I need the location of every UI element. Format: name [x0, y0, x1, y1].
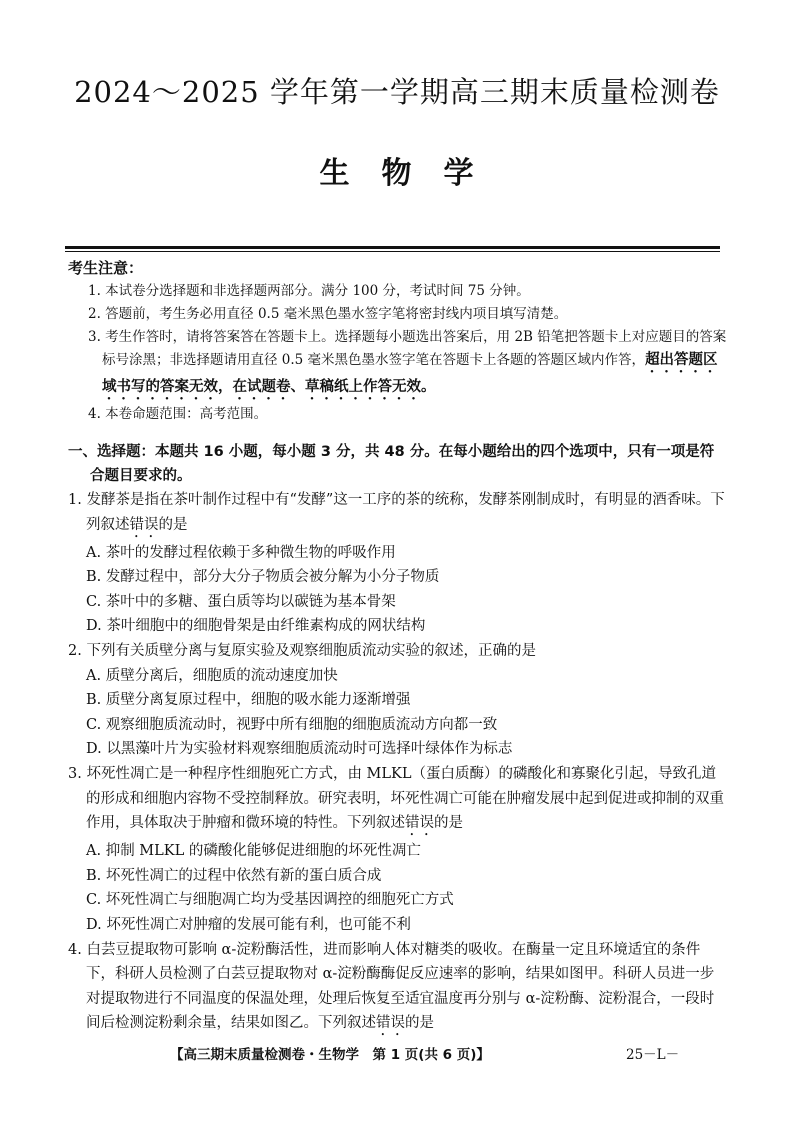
question-2 — [68, 639, 728, 762]
option-c: C. 观察细胞质流动时，视野中所有细胞的细胞质流动方向都一致 — [86, 716, 498, 733]
option-a: A. 抑制 MLKL 的磷酸化能够促进细胞的坏死性凋亡 — [86, 843, 421, 860]
emphasis-text: 错误 — [376, 1015, 405, 1032]
section-heading — [68, 440, 728, 488]
notice-heading: 考生注意： — [68, 259, 144, 277]
question-stem-end: 的是 — [158, 516, 188, 533]
option-d: D. 坏死性凋亡对肿瘤的发展可能有利，也可能不利 — [86, 916, 411, 933]
option-c: C. 茶叶中的多糖、蛋白质等均以碳链为基本骨架 — [86, 593, 396, 610]
question-4 — [68, 938, 728, 1040]
option-d: D. 以黑藻叶片为实验材料观察细胞质流动时可选择叶绿体作为标志 — [86, 741, 513, 758]
option-a: A. 茶叶的发酵过程依赖于多种微生物的呼吸作用 — [86, 544, 396, 561]
notice-item-4: 4. 本卷命题范围：高考范围。 — [88, 406, 268, 422]
option-b: B. 发酵过程中，部分大分子物质会被分解为小分子物质 — [86, 569, 440, 586]
question-stem-text: 4. 白芸豆提取物可影响 α-淀粉酶活性，进而影响人体对糖类的吸收。在酶量一定且环境适宜的条件下，科研人员检测了白芸豆提取物对 α-淀粉酶酶促反应速率的影响，结果如图甲。科研人员进一步对提取物进行不同温度的保温处理，处理后恢复至适宜温度再分别与 α-淀粉酶、淀粉混合，一段时间后检测淀粉剩余量，结果如图乙。下列叙述 — [68, 941, 715, 1032]
divider-thick — [65, 246, 720, 249]
footer-code: 25－L－ — [626, 1047, 680, 1063]
question-stem-end: 的是 — [434, 815, 463, 832]
question-3 — [68, 762, 728, 938]
section-heading-line1: 一、选择题：本题共 16 小题，每小题 3 分，共 48 分。在每小题给出的四个选项中，只有一项是符 — [68, 444, 715, 460]
question-stem-text: 3. 坏死性凋亡是一种程序性细胞死亡方式，由 MLKL（蛋白质酶）的磷酸化和寡聚化引起，导致孔道的形成和细胞内容物不受控制释放。研究表明，坏死性凋亡可能在肿瘤发展中起到促进或抑制的双重作用，具体取决于肿瘤和微环境的特性。下列叙述 — [68, 765, 724, 832]
emphasis-text: 错误 — [405, 815, 434, 832]
question-stem: 2. 下列有关质壁分离与复原实验及观察细胞质流动实验的叙述，正确的是 — [68, 642, 536, 659]
option-c: C. 坏死性凋亡与细胞凋亡均为受基因调控的细胞死亡方式 — [86, 892, 454, 909]
option-a: A. 质壁分离后，细胞质的流动速度加快 — [86, 667, 338, 684]
question-stem — [68, 938, 728, 1040]
option-b: B. 质壁分离复原过程中，细胞的吸水能力逐渐增强 — [86, 692, 411, 709]
notice-item-3-bold: 超出答题区域书写的答案无效，在试题卷、草稿纸上作答无效。 — [102, 352, 718, 395]
page-footer: 【高三期末质量检测卷・生物学 第 1 页(共 6 页)】 — [170, 1047, 490, 1063]
question-list — [68, 488, 728, 1039]
notice-item-3-text: 3. 考生作答时，请将答案答在答题卡上。选择题每小题选出答案后，用 2B 铅笔把答题卡上对应题目的答案标号涂黑；非选择题请用直径 0.5 毫米黑色墨水签字笔在答题卡上各题的答题区域内作答， — [88, 329, 727, 368]
notice-block — [68, 257, 728, 426]
notice-item-2: 2. 答题前，考生务必用直径 0.5 毫米黑色墨水签字笔将密封线内项目填写清楚。 — [88, 306, 568, 322]
emphasis-text: 错误 — [129, 516, 159, 533]
question-stem — [68, 488, 728, 541]
divider-thin — [65, 251, 720, 252]
option-d: D. 茶叶细胞中的细胞骨架是由纤维素构成的网状结构 — [86, 618, 426, 635]
question-stem-text: 1. 发酵茶是指在茶叶制作过程中有“发酵”这一工序的茶的统称，发酵茶刚制成时，有明显的酒香味。下列叙述 — [68, 492, 725, 533]
question-1 — [68, 488, 728, 639]
subject-title: 生 物 学 — [319, 156, 475, 191]
notice-item-3 — [68, 326, 728, 403]
question-stem-end: 的是 — [405, 1015, 434, 1032]
notice-item-1: 1. 本试卷分选择题和非选择题两部分。满分 100 分，考试时间 75 分钟。 — [88, 283, 530, 299]
exam-title: 2024～2025 学年第一学期高三期末质量检测卷 — [74, 75, 720, 109]
question-stem — [68, 762, 728, 839]
section-heading-line2: 合题目要求的。 — [90, 468, 192, 484]
option-b: B. 坏死性凋亡的过程中依然有新的蛋白质合成 — [86, 867, 382, 884]
